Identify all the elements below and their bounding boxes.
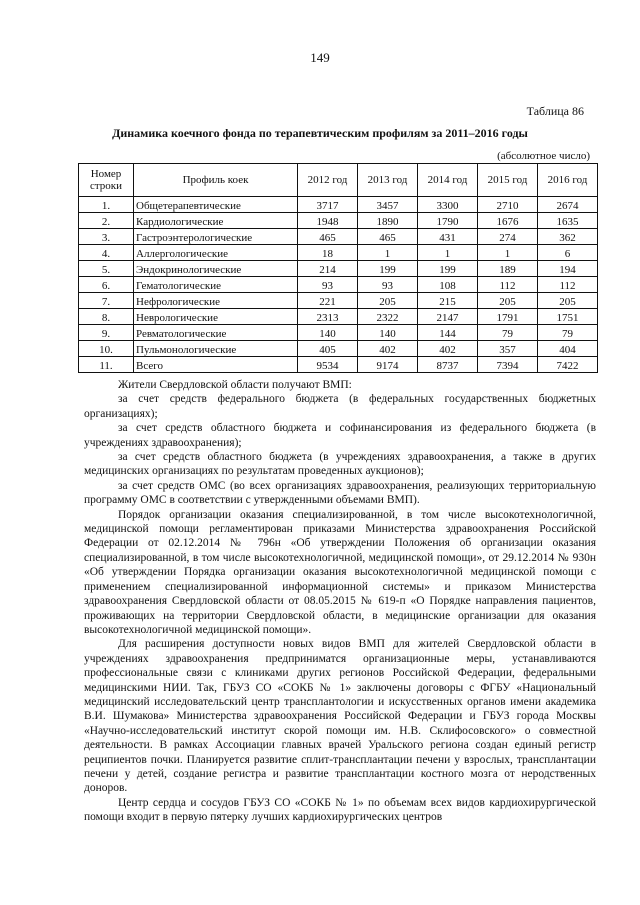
value-cell: 215 xyxy=(418,293,478,309)
table-label: Таблица 86 xyxy=(526,104,584,118)
body-text xyxy=(84,378,596,825)
value-cell: 9534 xyxy=(298,357,358,373)
header-row-number: Номер строки xyxy=(79,164,134,197)
table-header-row xyxy=(79,164,598,197)
profile-cell: Общетерапевтические xyxy=(134,197,298,213)
value-cell: 1790 xyxy=(418,213,478,229)
profile-cell: Всего xyxy=(134,357,298,373)
profile-cell: Гематологические xyxy=(134,277,298,293)
profile-cell: Гастроэнтерологические xyxy=(134,229,298,245)
header-2015: 2015 год xyxy=(478,164,538,197)
profile-cell: Эндокринологические xyxy=(134,261,298,277)
value-cell: 214 xyxy=(298,261,358,277)
value-cell: 1 xyxy=(358,245,418,261)
table-row xyxy=(79,325,598,341)
row-number-cell: 6. xyxy=(79,277,134,293)
value-cell: 189 xyxy=(478,261,538,277)
value-cell: 2322 xyxy=(358,309,418,325)
profile-cell: Кардиологические xyxy=(134,213,298,229)
value-cell: 79 xyxy=(538,325,598,341)
table-row xyxy=(79,357,598,373)
value-cell: 2313 xyxy=(298,309,358,325)
value-cell: 144 xyxy=(418,325,478,341)
value-cell: 431 xyxy=(418,229,478,245)
row-number-cell: 11. xyxy=(79,357,134,373)
profile-cell: Аллергологические xyxy=(134,245,298,261)
profile-cell: Пульмонологические xyxy=(134,341,298,357)
value-cell: 205 xyxy=(538,293,598,309)
value-cell: 93 xyxy=(358,277,418,293)
value-cell: 465 xyxy=(358,229,418,245)
value-cell: 402 xyxy=(418,341,478,357)
table-row xyxy=(79,197,598,213)
table-body xyxy=(79,197,598,373)
value-cell: 1 xyxy=(478,245,538,261)
value-cell: 357 xyxy=(478,341,538,357)
table-row xyxy=(79,229,598,245)
value-cell: 7422 xyxy=(538,357,598,373)
value-cell: 1676 xyxy=(478,213,538,229)
value-cell: 9174 xyxy=(358,357,418,373)
table-row xyxy=(79,293,598,309)
value-cell: 79 xyxy=(478,325,538,341)
value-cell: 3300 xyxy=(418,197,478,213)
value-cell: 108 xyxy=(418,277,478,293)
paragraph: Порядок организации оказания специализированной, в том числе высокотехнологичной, медицинской помощи регламентирован приказами Министерства здравоохранения Российской Федерации от 02.12.2014 № 796н «Об утверждении Положения об организации оказания специализированной, в том числе высокотехнологичной, медицинской помощи», от 29.12.2014 № 930н «Об утверждении Порядка организации оказания высокотехнологичной медицинской помощи с применением специализированной информационной системы» и приказом Министерства здравоохранения Свердловской области от 08.05.2015 № 619-п «О Порядке направления пациентов, проживающих на территории Свердловской области, в медицинские организации для оказания высокотехнологичной медицинской помощи». xyxy=(84,508,596,636)
row-number-cell: 4. xyxy=(79,245,134,261)
table-row xyxy=(79,245,598,261)
row-number-cell: 10. xyxy=(79,341,134,357)
value-cell: 2147 xyxy=(418,309,478,325)
row-number-cell: 2. xyxy=(79,213,134,229)
paragraph: за счет средств областного бюджета и софинансирования из федерального бюджета (в учреждениях здравоохранения); xyxy=(84,422,596,449)
page-number: 149 xyxy=(310,50,330,65)
table-row xyxy=(79,277,598,293)
value-cell: 112 xyxy=(538,277,598,293)
header-profile: Профиль коек xyxy=(134,164,298,197)
paragraph: за счет средств областного бюджета (в учреждениях здравоохранения, а также в других медицинских организациях по результатам проведенных аукционов); xyxy=(84,451,596,478)
value-cell: 205 xyxy=(478,293,538,309)
row-number-cell: 1. xyxy=(79,197,134,213)
row-number-cell: 3. xyxy=(79,229,134,245)
value-cell: 8737 xyxy=(418,357,478,373)
table-row xyxy=(79,261,598,277)
value-cell: 199 xyxy=(358,261,418,277)
value-cell: 1890 xyxy=(358,213,418,229)
table-row xyxy=(79,341,598,357)
value-cell: 1 xyxy=(418,245,478,261)
row-number-cell: 7. xyxy=(79,293,134,309)
header-2014: 2014 год xyxy=(418,164,478,197)
value-cell: 199 xyxy=(418,261,478,277)
row-number-cell: 9. xyxy=(79,325,134,341)
value-cell: 7394 xyxy=(478,357,538,373)
value-cell: 3457 xyxy=(358,197,418,213)
row-number-cell: 5. xyxy=(79,261,134,277)
bed-fund-table xyxy=(78,163,598,373)
value-cell: 2710 xyxy=(478,197,538,213)
value-cell: 362 xyxy=(538,229,598,245)
value-cell: 1791 xyxy=(478,309,538,325)
value-cell: 1948 xyxy=(298,213,358,229)
paragraph: Жители Свердловской области получают ВМП: xyxy=(118,379,352,391)
value-cell: 140 xyxy=(298,325,358,341)
paragraph: Центр сердца и сосудов ГБУЗ СО «СОКБ № 1» по объемам всех видов кардиохирургической помощи входит в первую пятерку лучших кардиохирургических центров xyxy=(84,796,596,824)
profile-cell: Неврологические xyxy=(134,309,298,325)
value-cell: 1635 xyxy=(538,213,598,229)
header-2013: 2013 год xyxy=(358,164,418,197)
value-cell: 93 xyxy=(298,277,358,293)
value-cell: 112 xyxy=(478,277,538,293)
profile-cell: Ревматологические xyxy=(134,325,298,341)
table-row xyxy=(79,213,598,229)
table-row xyxy=(79,309,598,325)
table-title: Динамика коечного фонда по терапевтическим профилям за 2011–2016 годы xyxy=(112,126,528,140)
value-cell: 205 xyxy=(358,293,418,309)
value-cell: 465 xyxy=(298,229,358,245)
profile-cell: Нефрологические xyxy=(134,293,298,309)
unit-note: (абсолютное число) xyxy=(497,150,590,162)
value-cell: 18 xyxy=(298,245,358,261)
value-cell: 402 xyxy=(358,341,418,357)
value-cell: 3717 xyxy=(298,197,358,213)
paragraph: Для расширения доступности новых видов ВМП для жителей Свердловской области в учреждениях здравоохранения предприниматся организационные меры, устанавливаются профессиональные связи с клиниками других регионов Российской Федерации, федеральными медицинскими НИИ. Так, ГБУЗ СО «СОКБ № 1» заключены договоры с ФГБУ «Национальный медицинский исследовательский центр трансплантологии и искусственных органов имени академика В.И. Шумакова» Министерства здравоохранения Российской Федерации и ГБУЗ города Москвы «Научно-исследовательский институт скорой помощи им. Н.В. Склифосовского» о совместной деятельности. В рамках Ассоциации главных врачей Уральского региона создан единый регистр реципиентов почки. Планируется развитие сплит-трансплантации печени у взрослых, трансплантации печени у детей, создание регистра и развитие трансплантации костного мозга от неродственных доноров. xyxy=(84,638,596,795)
value-cell: 405 xyxy=(298,341,358,357)
value-cell: 2674 xyxy=(538,197,598,213)
value-cell: 194 xyxy=(538,261,598,277)
value-cell: 6 xyxy=(538,245,598,261)
paragraph: за счет средств федерального бюджета (в федеральных государственных бюджетных организациях); xyxy=(84,393,596,420)
value-cell: 140 xyxy=(358,325,418,341)
value-cell: 221 xyxy=(298,293,358,309)
row-number-cell: 8. xyxy=(79,309,134,325)
value-cell: 274 xyxy=(478,229,538,245)
value-cell: 1751 xyxy=(538,309,598,325)
paragraph: за счет средств ОМС (во всех организациях здравоохранения, реализующих территориальную программу ОМС в соответствии с утвержденными объемами ВМП). xyxy=(84,479,596,507)
header-2016: 2016 год xyxy=(538,164,598,197)
header-2012: 2012 год xyxy=(298,164,358,197)
value-cell: 404 xyxy=(538,341,598,357)
